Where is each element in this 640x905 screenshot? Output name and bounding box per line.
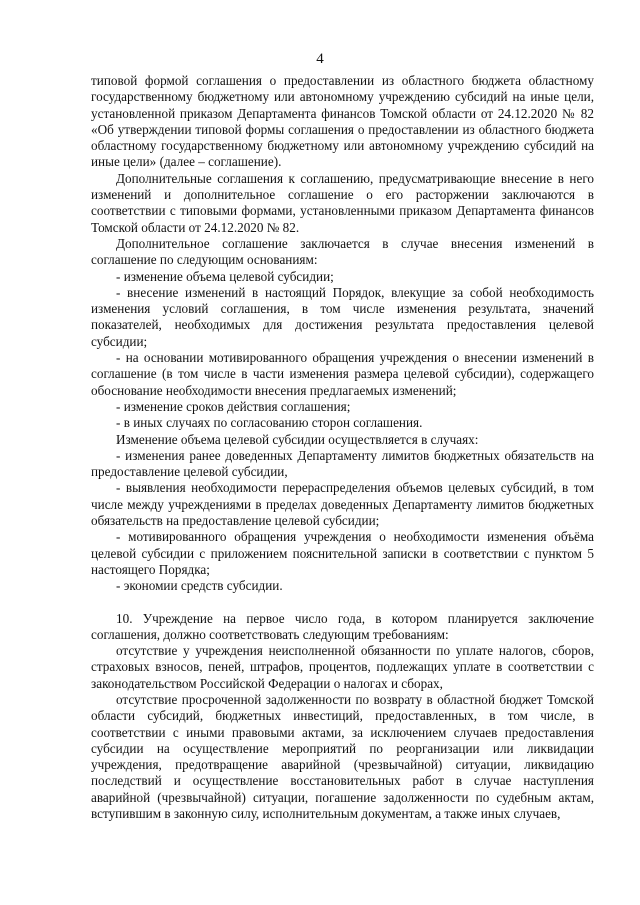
list-item: - на основании мотивированного обращения учреждения о внесении изменений в соглашение (в том числе в части изменения размера целевой субсидии), содержащего обоснование необходимости внесения предлагаемых изменений; (91, 350, 594, 398)
list-item: - внесение изменений в настоящий Порядок, влекущие за собой необходимость изменения условий соглашения, в том числе изменения результата, значений показателей, необходимых для достижения результата предоставления целевой субсидии; (91, 284, 594, 349)
list-item: - изменения ранее доведенных Департаменту лимитов бюджетных обязательств на предоставление целевой субсидии, (91, 447, 594, 480)
list-item: - изменение объема целевой субсидии; (116, 268, 334, 284)
paragraph-section-10: 10. Учреждение на первое число года, в котором планируется заключение соглашения, должно соответствовать следующим требованиям: (91, 610, 594, 642)
list-item: - выявления необходимости перераспределения объемов целевых субсидий, в том числе между учреждениями в пределах доведенных Департаменту лимитов бюджетных обязательств на предоставление целевой субсидии; (91, 480, 594, 529)
page-number: 4 (316, 51, 324, 67)
paragraph-continuation: типовой формой соглашения о предоставлении из областного бюджета областному государственному бюджетному или автономному учреждению субсидий на иные цели, установленной приказом Департамента финансов Томской области от 24.12.2020 № 82 «Об утверждении типовой формы соглашения о предоставлении из областного бюджета областному государственному бюджетному или автономному учреждению субсидий на иные цели» (далее – соглашение). (91, 73, 594, 170)
paragraph-volume-change-intro: Изменение объема целевой субсидии осуществляется в случаях: (116, 431, 479, 447)
paragraph-grounds-intro: Дополнительное соглашение заключается в случае внесения изменений в соглашение по следующим основаниям: (91, 235, 594, 268)
list-item: - мотивированного обращения учреждения о необходимости изменения объёма целевой субсидии с приложением пояснительной записки в соответствии с пунктом 5 настоящего Порядка; (91, 529, 594, 577)
list-item: - экономии средств субсидии. (116, 578, 283, 594)
list-item: - в иных случаях по согласованию сторон соглашения. (116, 415, 423, 431)
list-item: - изменение сроков действия соглашения; (116, 398, 351, 414)
document-body (91, 73, 594, 822)
paragraph-requirement-debt: отсутствие просроченной задолженности по возврату в областной бюджет Томской области субсидий, бюджетных инвестиций, предоставленных, в том числе, в соответствии с иными правовыми актами, за исключением случаев предоставления субсидии на осуществление мероприятий по реорганизации или ликвидации учреждения, предотвращение аварийной (чрезвычайной) ситуации, ликвидацию последствий и осуществление восстановительных работ в случае наступления аварийной (чрезвычайной) ситуации, погашение задолженности по судебным актам, вступившим в законную силу, исполнительным документам, а также иных случаев, (91, 691, 594, 822)
paragraph-requirement-taxes: отсутствие у учреждения неисполненной обязанности по уплате налогов, сборов, страховых взносов, пеней, штрафов, процентов, подлежащих уплате в соответствии с законодательством Российской Федерации о налогах и сборах, (91, 643, 594, 691)
paragraph-additional-agreements: Дополнительные соглашения к соглашению, предусматривающие внесение в него изменений и дополнительное соглашение о его расторжении заключаются в соответствии с типовыми формами, установленными приказом Департамента финансов Томской области от 24.12.2020 № 82. (91, 170, 594, 235)
